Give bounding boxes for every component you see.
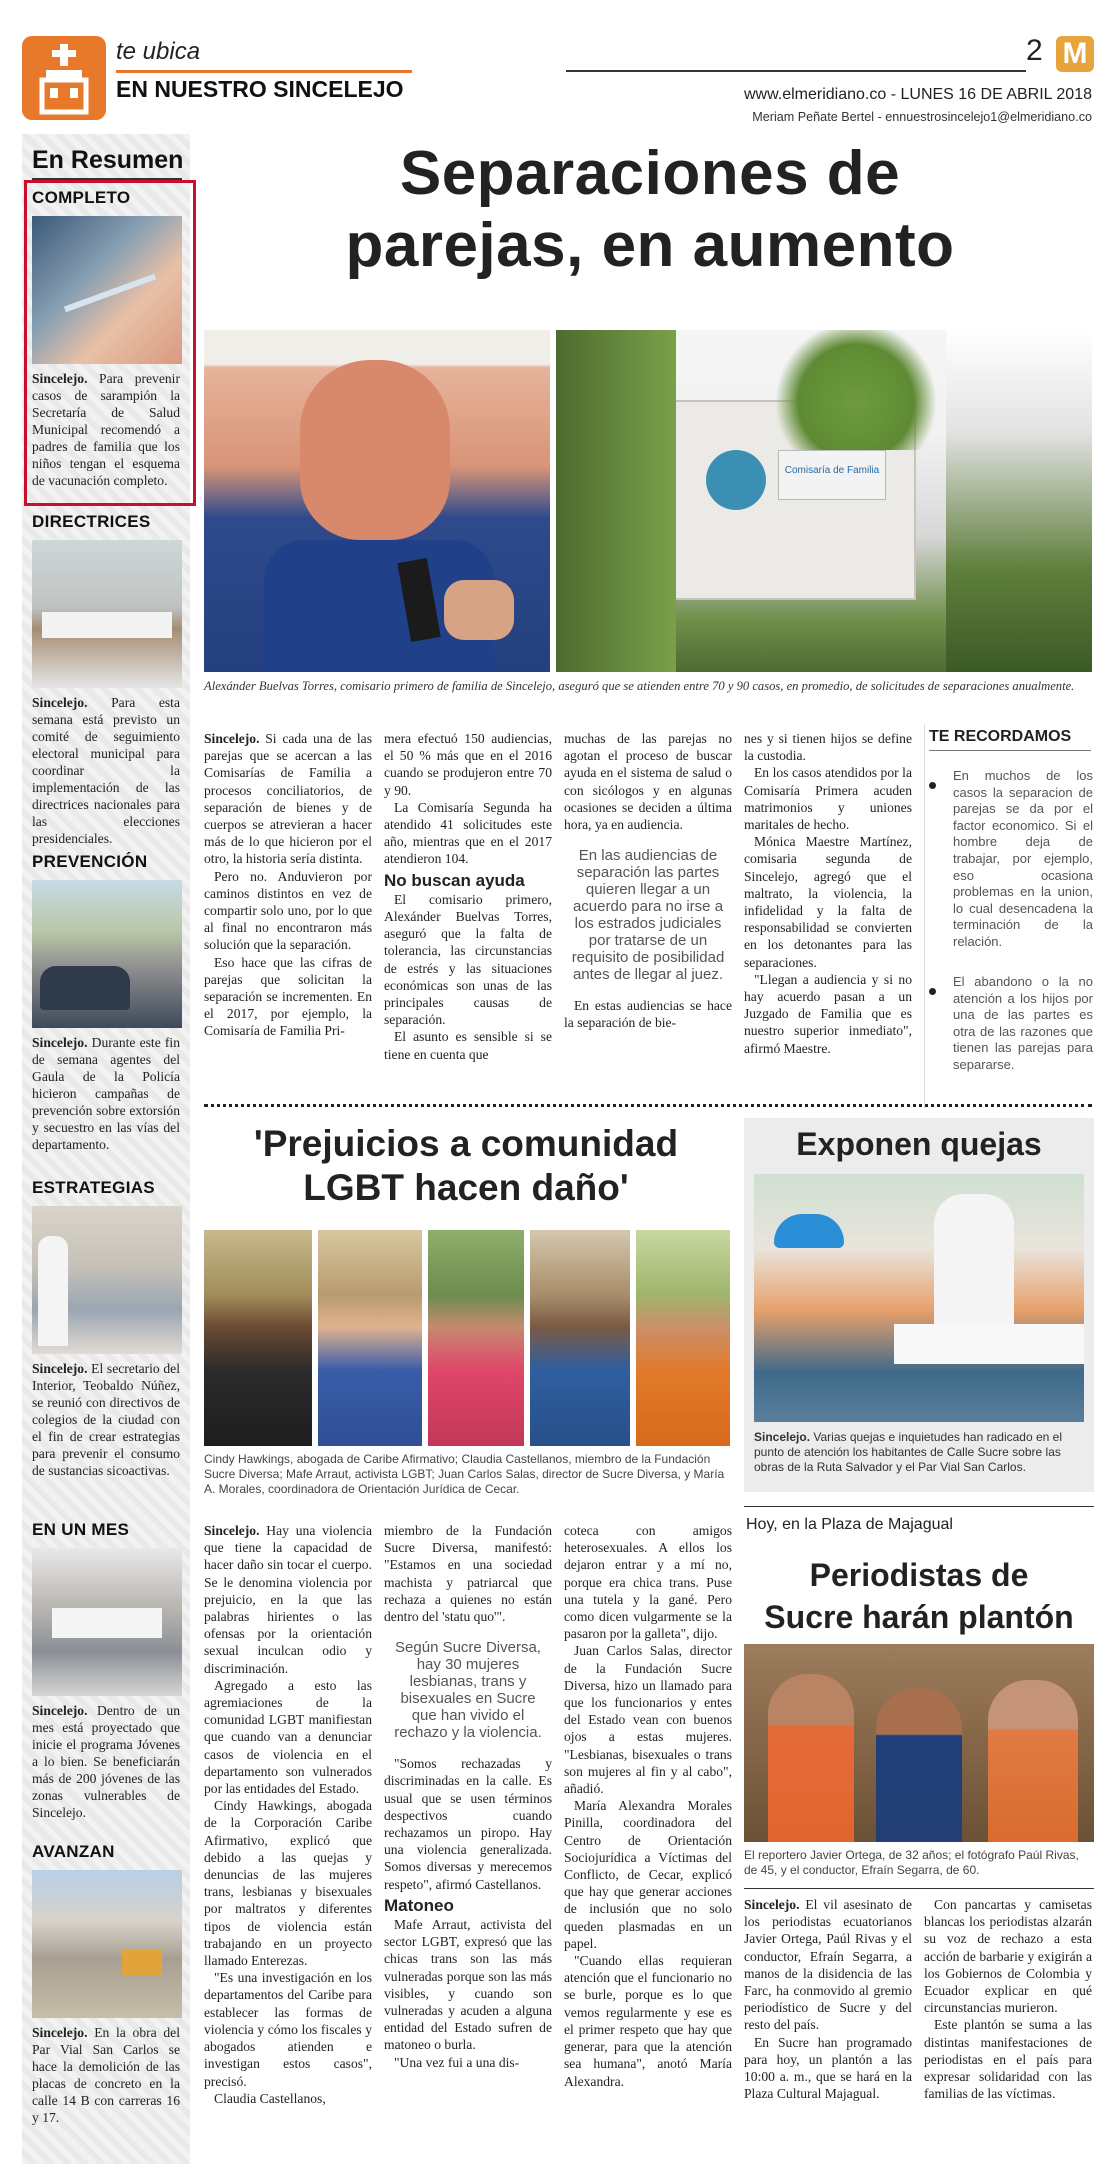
sidebar-item-place: Sincelejo. bbox=[32, 695, 88, 710]
paragraph: Agregado a esto las agremiaciones de la comunidad LGBT manifiestan que cuando van a denunciar casos de violencia en el departamento son vulnerados por las entidades del Estado. bbox=[204, 1677, 372, 1797]
paragraph-text: Si cada una de las parejas que se acercan a las Comisarías de Familia a procesos conciliatorios, de separación de bienes y de cuerpos se atrevieran a hacer más de lo que hicieron por el otro, la historia sería distinta. bbox=[204, 731, 372, 867]
quejas-caption-text: Varias quejas e inquietudes han radicado en el punto de atención los habitantes de Calle Sucre sobre las obras de la Ruta Salvador y el Par Vial San Carlos. bbox=[754, 1430, 1062, 1474]
paragraph: Mónica Maestre Martínez, comisaria segunda de Sincelejo, agregó que el maltrato, la violencia, la infidelidad y la falta de responsabilidad se convierten en los detonantes para las separaciones. bbox=[744, 834, 912, 970]
paragraph: El comisario primero, Alexánder Buelvas Torres, aseguró que la falta de tolerancia, las circunstancias de estrés y las situaciones económicas son unas de las principales causas de separación. bbox=[384, 891, 552, 1028]
paragraph: Mafe Arraut, activista del sector LGBT, expresó que las chicas trans son las más vulneradas porque son las más visibles, y cuando son vulneradas y acuden a alguna entidad del Estado sufren de matoneo o burla. bbox=[384, 1917, 552, 2053]
sidebar-item-text bbox=[32, 694, 180, 847]
lgbt-headline-line1: 'Prejuicios a comunidad bbox=[253, 1123, 679, 1164]
paragraph bbox=[744, 1896, 912, 2034]
periodistas-caption-rule bbox=[744, 1888, 1094, 1889]
sidebar-item-text bbox=[32, 1702, 180, 1821]
paragraph: Eso hace que las cifras de parejas que solicitan la separación se incrementen. En el 2017, por ejemplo, la Comisaría de Familia Pri- bbox=[204, 954, 372, 1039]
dateline-place: Sincelejo. bbox=[204, 1523, 260, 1538]
dateline: www.elmeridiano.co - LUNES 16 DE ABRIL 2018 bbox=[743, 86, 1092, 103]
paragraph: La Comisaría Segunda ha atendido 41 solicitudes este año, mientras que en el 2017 atendieron 104. bbox=[384, 799, 552, 867]
paragraph: Juan Carlos Salas, director de la Fundación Sucre Diversa, hizo un llamado para que los funcionarios y entes del Estado vean con buenos ojos a estas mujeres. "Lesbianas, bisexuales o trans son mujeres al fin y al cabo", añadió. bbox=[564, 1643, 732, 1797]
sidebar-item-body: Dentro de un mes está proyectado que inicie el programa Jóvenes a lo bien. Se beneficiarán más de 200 jóvenes de las zonas vulnerables de Sincelejo. bbox=[32, 1703, 180, 1820]
sidebar-title: En Resumen bbox=[32, 146, 184, 174]
periodistas-caption: El reportero Javier Ortega, de 32 años; el fotógrafo Paúl Rivas, de 45, y el conductor, Efraín Segarra, de 60. bbox=[744, 1848, 1079, 1877]
comisaria-sign bbox=[778, 450, 886, 500]
sidebar-photo-youth bbox=[32, 1548, 182, 1696]
paragraph-text: El vil asesinato de los periodistas ecuatorianos Javier Ortega, Paúl Rivas y el conductor, Efraín Segarra, a manos de la disidencia de las Farc, ha conmovido al gremio periodístico de Sucre y del resto del país. bbox=[744, 1897, 912, 2033]
paragraph: Pero no. Anduvieron por caminos distintos en vez de compartir solo uno, por lo que al final no encontraron más solución que la separación. bbox=[204, 868, 372, 953]
paragraph: Cindy Hawkings, abogada de la Corporación Caribe Afirmativo, explicó que debido a las quejas y denuncias de las mujeres trans, lesbianas y bisexuales por maltratos y diferentes tipos de violencia están trabajando en un proyecto llamado Enterezas. bbox=[204, 1798, 372, 1969]
paragraph bbox=[204, 1522, 372, 1677]
paragraph: Claudia Castellanos, bbox=[214, 2090, 326, 2106]
dateline-place: Sincelejo. bbox=[744, 1897, 800, 1912]
paragraph: Este plantón se suma a las distintas manifestaciones de periodistas en el país para expresar solidaridad con las familias de las víctimas. bbox=[924, 2017, 1092, 2102]
photo-comisario bbox=[204, 330, 550, 672]
paragraph: muchas de las parejas no agotan el proceso de buscar ayuda en el sistema de salud o con sicólogos y en algunas ocasiones se deciden a última hora, ya en audiencia. bbox=[564, 731, 732, 833]
recordamos-bullet: En muchos de los casos la separacion de parejas se da por el factor economico. Si el hombre deja de trabajar, por ejemplo, eso ocasiona problemas en la union, lo cual desencadena la terminación de la relación. bbox=[953, 768, 1093, 949]
main-col-3 bbox=[564, 730, 732, 1032]
periodistas-headline-line1: Periodistas de bbox=[809, 1557, 1029, 1593]
dateline-place: Sincelejo. bbox=[204, 731, 260, 746]
main-headline-line2: parejas, en aumento bbox=[345, 211, 955, 280]
lgbt-pullquote: Según Sucre Diversa, hay 30 mujeres lesbianas, trans y bisexuales en Sucre que han vivido el rechazo y la violencia. bbox=[394, 1639, 542, 1742]
periodistas-headline-line2: Sucre harán plantón bbox=[764, 1599, 1074, 1635]
paragraph: En Sucre han programado para hoy, un plantón a las 10:00 a. m., que se hará en la Plaza Cultural Majagual. bbox=[744, 2034, 912, 2102]
paragraph: coteca con amigos heterosexuales. A ellos los dejaron entrar y a mí no, porque era chica trans. Puse una tutela y la gané. Pero como dicen vulgarmente se la pasaron por la galleta", dijo. bbox=[564, 1523, 732, 1642]
sidebar-item-place: Sincelejo. bbox=[32, 1035, 88, 1050]
paragraph: En estas audiencias se hace la separación de bie- bbox=[564, 998, 732, 1031]
section-separator bbox=[204, 1104, 1092, 1107]
sidebar-photo-students bbox=[32, 1206, 182, 1354]
sidebar-item-body: Para prevenir casos de sarampión la Secretaría de Salud Municipal recomendó a padres de familia que los niños tengan el esquema de vacunación completo. bbox=[32, 371, 180, 488]
subhead-no-buscan-ayuda: No buscan ayuda bbox=[384, 870, 525, 890]
comisaria-sign-text: Comisaría de Familia bbox=[784, 465, 880, 476]
sidebar-item-heading: COMPLETO bbox=[32, 188, 131, 207]
sidebar-photo-meeting bbox=[32, 540, 182, 688]
section-title: EN NUESTRO SINCELEJO bbox=[116, 76, 404, 102]
lgbt-col-1 bbox=[204, 1522, 372, 2107]
paragraph: El asunto es sensible si se tiene en cuenta que bbox=[384, 1029, 552, 1062]
recordamos-bullet-dot bbox=[929, 988, 936, 995]
paragraph: Con pancartas y camisetas blancas los periodistas alzarán su voz de rechazo a esta acción de barbarie y exigirán a los Gobiernos de Colombia y Ecuador explicar en qué circunstancias murieron. bbox=[924, 1897, 1092, 2016]
paragraph: nes y si tienen hijos se define la custodia. bbox=[744, 731, 912, 764]
periodistas-kicker: Hoy, en la Plaza de Majagual bbox=[746, 1516, 953, 1533]
recordamos-title: TE RECORDAMOS bbox=[929, 728, 1072, 745]
sidebar-photo-vaccine bbox=[32, 216, 182, 364]
photo-comisaria-building bbox=[556, 330, 1092, 672]
photo-cindy-hawkings bbox=[204, 1230, 312, 1446]
sidebar-item-heading: EN UN MES bbox=[32, 1520, 130, 1539]
logo-letter: M bbox=[1062, 37, 1088, 70]
lgbt-headline-line2: LGBT hacen daño' bbox=[303, 1167, 629, 1208]
periodistas-col-2 bbox=[924, 1896, 1092, 2102]
sidebar-item-place: Sincelejo. bbox=[32, 1703, 88, 1718]
sidebar-item-body: Para esta semana está previsto un comité de seguimiento electoral municipal para coordinar la implementación de las directrices nacionales para las elecciones presidenciales. bbox=[32, 695, 180, 846]
sidebar-item-body: En la obra del Par Vial San Carlos se hace la demolición de las placas de concreto en la calle 14 B con carreras 16 y 17. bbox=[32, 2025, 180, 2125]
sidebar-item-heading: ESTRATEGIAS bbox=[32, 1178, 155, 1197]
main-headline-line1: Separaciones de bbox=[399, 139, 901, 208]
paragraph: "Es una investigación en los departamentos del Caribe para establecer las formas de violencia y cómo los fiscales y abogados atienden e investigan estos casos", precisó. bbox=[204, 1970, 372, 2089]
sidebar-item-body: El secretario del Interior, Teobaldo Núñez, se reunió con directivos de colegios de la ciudad con el fin de crear estrategias para prevenir el consumo de sustancias sicoactivas. bbox=[32, 1361, 180, 1478]
photo-maria-morales bbox=[636, 1230, 730, 1446]
main-col-1 bbox=[204, 730, 372, 1040]
page-number: 2 bbox=[1026, 34, 1043, 67]
lgbt-col-2 bbox=[384, 1522, 552, 2071]
header-rule bbox=[566, 70, 1026, 72]
paragraph: "Cuando ellas requieran atención que el funcionario no se burle, porque es lo que vemos regularmente y ese es el primer respeto que hay que generar, para que la atención sea humana", anotó María Alexandra. bbox=[564, 1953, 732, 2089]
quejas-box bbox=[744, 1118, 1094, 1492]
recordamos-bullet: El abandono o la no atención a los hijos por una de las partes es otra de las razones que tienen las parejas para separarse. bbox=[953, 974, 1093, 1072]
subhead-matoneo: Matoneo bbox=[384, 1895, 454, 1915]
quejas-caption bbox=[754, 1430, 1086, 1475]
sidebar-item-text bbox=[32, 370, 180, 489]
sidebar-photo-roadworks bbox=[32, 1870, 182, 2018]
sidebar-item-heading: DIRECTRICES bbox=[32, 512, 151, 531]
sidebar-item-place: Sincelejo. bbox=[32, 2025, 88, 2040]
section-kicker-rule bbox=[116, 70, 412, 73]
paragraph: "Llegan a audiencia y si no hay acuerdo pasan a un Juzgado de Familia que es nuestro superior inmediato", afirmó Maestre. bbox=[744, 971, 912, 1056]
recordamos-rule bbox=[929, 750, 1091, 751]
byline: Meriam Peñate Bertel - ennuestrosincelejo1@elmeridiano.co bbox=[752, 110, 1092, 124]
sidebar-item-text bbox=[32, 1034, 180, 1153]
recordamos-bullet-dot bbox=[929, 782, 936, 789]
sidebar-item-place: Sincelejo. bbox=[32, 1361, 88, 1376]
quejas-headline: Exponen quejas bbox=[796, 1126, 1042, 1162]
photo-mafe-arraut bbox=[428, 1230, 524, 1446]
paragraph: En los casos atendidos por la Comisaría Primera acuden matrimonios y uniones maritales de hecho. bbox=[744, 765, 912, 833]
recordamos-box bbox=[924, 724, 1094, 1108]
photo-quejas-attention bbox=[754, 1174, 1084, 1422]
photo-juan-carlos-salas bbox=[530, 1230, 630, 1446]
main-col-2 bbox=[384, 730, 552, 1063]
sidebar-item-heading: PREVENCIÓN bbox=[32, 852, 148, 871]
section-kicker: te ubica bbox=[116, 38, 201, 65]
photo-claudia-castellanos bbox=[318, 1230, 422, 1446]
sidebar-item-heading: AVANZAN bbox=[32, 1842, 115, 1861]
paragraph: María Alexandra Morales Pinilla, coordinadora del Centro de Orientación Sociojurídica a Víctimas del Conflicto, de Cecar, explicó que hay que generar acciones de inclusión que no solo queden plasmadas en un papel. bbox=[564, 1798, 732, 1951]
sidebar-item-text bbox=[32, 1360, 180, 1479]
periodistas-headline bbox=[744, 1554, 1094, 1638]
sidebar-photo-police bbox=[32, 880, 182, 1028]
paragraph bbox=[204, 730, 372, 868]
quejas-caption-place: Sincelejo. bbox=[754, 1430, 811, 1444]
sidebar-item-body: Durante este fin de semana agentes del Gaula de la Policía hicieron campañas de prevención sobre extorsión y secuestro en las vías del departamento. bbox=[32, 1035, 180, 1152]
paragraph: miembro de la Fundación Sucre Diversa, manifestó: "Estamos en una sociedad machista y patriarcal que rechaza a quienes no están dentro del 'statu quo'". bbox=[384, 1523, 552, 1625]
lgbt-photo-caption: Cindy Hawkings, abogada de Caribe Afirmativo; Claudia Castellanos, miembro de la Fundación Sucre Diversa; Mafe Arraut, activista LGBT; Juan Carlos Salas, director de Sucre Diversa, y María A. Morales, coordinadora de Orientación Jurídica de Cecar. bbox=[204, 1452, 725, 1496]
paragraph: "Somos rechazadas y discriminadas en la calle. Es usual que se usen términos despectivos cuando rechazamos un piropo. Hay una violencia generalizada. Somos diversas y merecemos respeto", afirmó Castellanos. bbox=[384, 1756, 552, 1892]
lgbt-col-3 bbox=[564, 1522, 732, 2090]
periodistas-rule bbox=[744, 1506, 1094, 1507]
paragraph: "Una vez fui a una dis- bbox=[394, 2054, 520, 2070]
paragraph-text: Hay una violencia que tiene la capacidad de hacer daño sin tocar el cuerpo. Se le denomina violencia por prejuicio, en la que las palabras hirientes o las ofensas por la orientación sexual inculcan odio y discriminación. bbox=[204, 1523, 372, 1676]
paragraph: mera efectuó 150 audiencias, el 50 % más que en el 2016 cuando se produjeron entre 70 y 90. bbox=[384, 731, 552, 798]
church-icon bbox=[22, 36, 106, 120]
main-photo-caption: Alexánder Buelvas Torres, comisario primero de familia de Sincelejo, aseguró que se atienden entre 70 y 90 casos, en promedio, de solicitudes de separaciones anualmente. bbox=[204, 679, 1075, 693]
sidebar-item-text bbox=[32, 2024, 180, 2126]
main-col-4 bbox=[744, 730, 912, 1057]
lgbt-headline bbox=[204, 1122, 728, 1210]
periodistas-col-1 bbox=[744, 1896, 912, 2102]
section-logo-box bbox=[22, 36, 106, 120]
meridiano-logo bbox=[1056, 36, 1094, 72]
photo-periodistas bbox=[744, 1644, 1094, 1842]
main-pullquote: En las audiencias de separación las partes quieren llegar a un acuerdo para no irse a los estrados judiciales por tratarse de un requisito de posibilidad antes de llegar al juez. bbox=[571, 847, 725, 984]
sidebar-item-place: Sincelejo. bbox=[32, 371, 88, 386]
main-headline bbox=[200, 138, 1100, 282]
